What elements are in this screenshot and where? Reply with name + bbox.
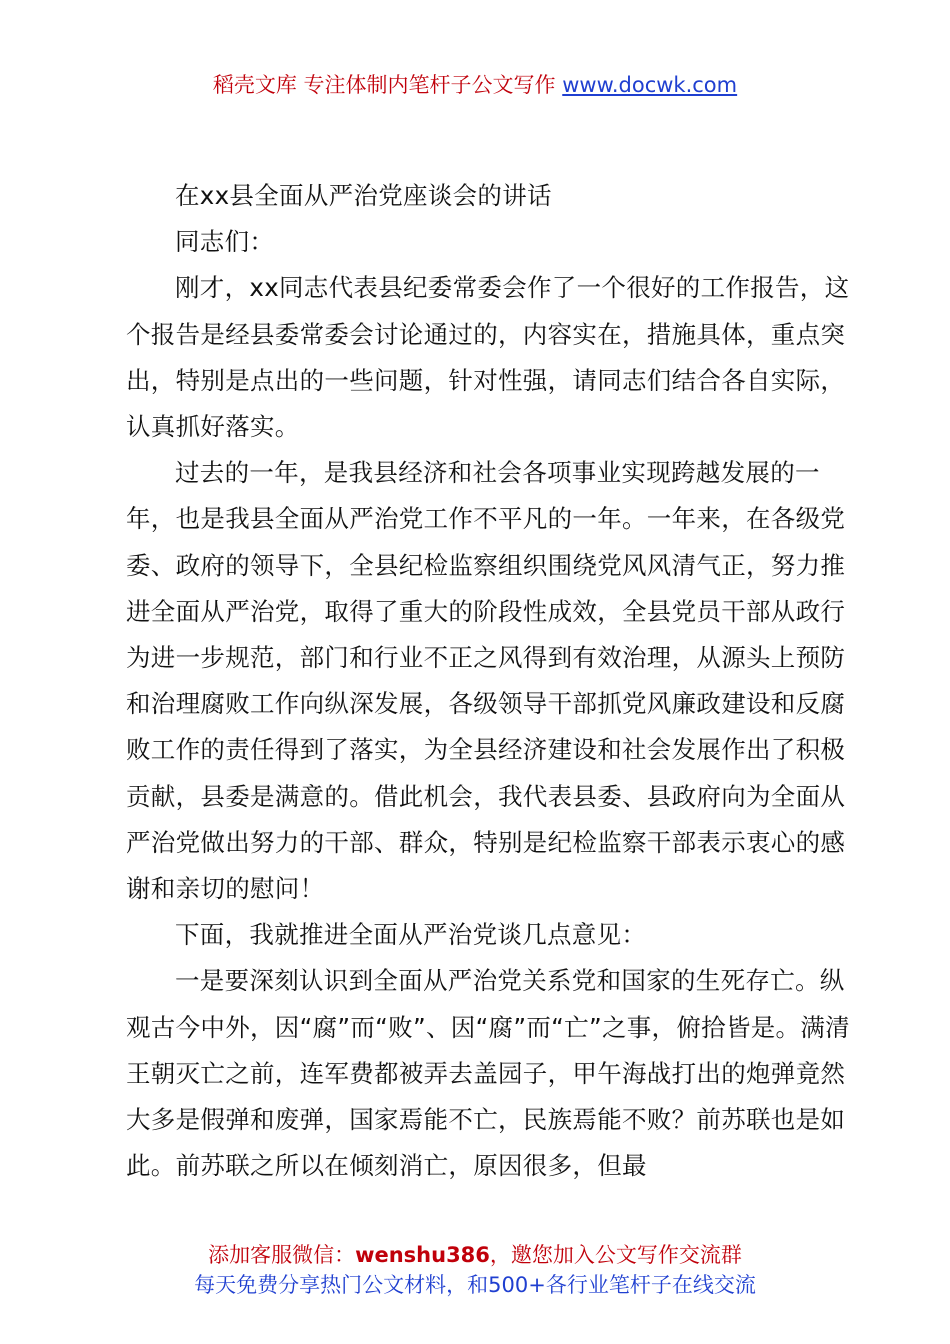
page-header	[0, 70, 950, 100]
document-title: 在xx县全面从严治党座谈会的讲话	[175, 181, 552, 210]
footer-contact-prefix: 添加客服微信：	[208, 1243, 356, 1267]
paragraph: 过去的一年，是我县经济和社会各项事业实现跨越发展的一年，也是我县全面从严治党工作不平凡的一年。一年来，在各级党委、政府的领导下，全县纪检监察组织围绕党风风清气正，努力推进全面从严治党，取得了重大的阶段性成效，全县党员干部从政行为进一步规范，部门和行业不正之风得到有效治理，从源头上预防和治理腐败工作向纵深发展，各级领导干部抓党风廉政建设和反腐败工作的责任得到了落实，为全县经济建设和社会发展作出了积极贡献，县委是满意的。借此机会，我代表县委、县政府向为全面从严治党做出努力的干部、群众，特别是纪检监察干部表示衷心的感谢和亲切的慰问！	[126, 458, 846, 904]
wechat-id: wenshu386	[355, 1243, 490, 1267]
header-brand: 稻壳文库 专注体制内笔杆子公文写作	[212, 73, 556, 97]
footer-contact-suffix: ，邀您加入公文写作交流群	[489, 1243, 742, 1267]
salutation: 同志们：	[175, 227, 275, 257]
paragraph: 下面，我就推进全面从严治党谈几点意见：	[175, 920, 647, 950]
document-body	[126, 173, 856, 1189]
paragraph: 一是要深刻认识到全面从严治党关系党和国家的生死存亡。纵观古今中外，因“腐”而“败”、因“腐”而“亡”之事，俯拾皆是。满清王朝灭亡之前，连军费都被弄去盖园子，甲午海战打出的炮弹竟然大多是假弹和废弹，国家焉能不亡，民族焉能不败？前苏联也是如此。前苏联之所以在倾刻消亡，原因很多，但最	[126, 966, 850, 1181]
header-url-link[interactable]: www.docwk.com	[562, 73, 738, 97]
footer-contact-line	[0, 1240, 950, 1270]
paragraph: 刚才，xx同志代表县纪委常委会作了一个很好的工作报告，这个报告是经县委常委会讨论通过的，内容实在，措施具体，重点突出，特别是点出的一些问题，针对性强，请同志们结合各自实际，认真抓好落实。	[126, 273, 850, 442]
page-footer	[0, 1240, 950, 1300]
footer-promo-line: 每天免费分享热门公文材料，和500+各行业笔杆子在线交流	[194, 1273, 756, 1297]
